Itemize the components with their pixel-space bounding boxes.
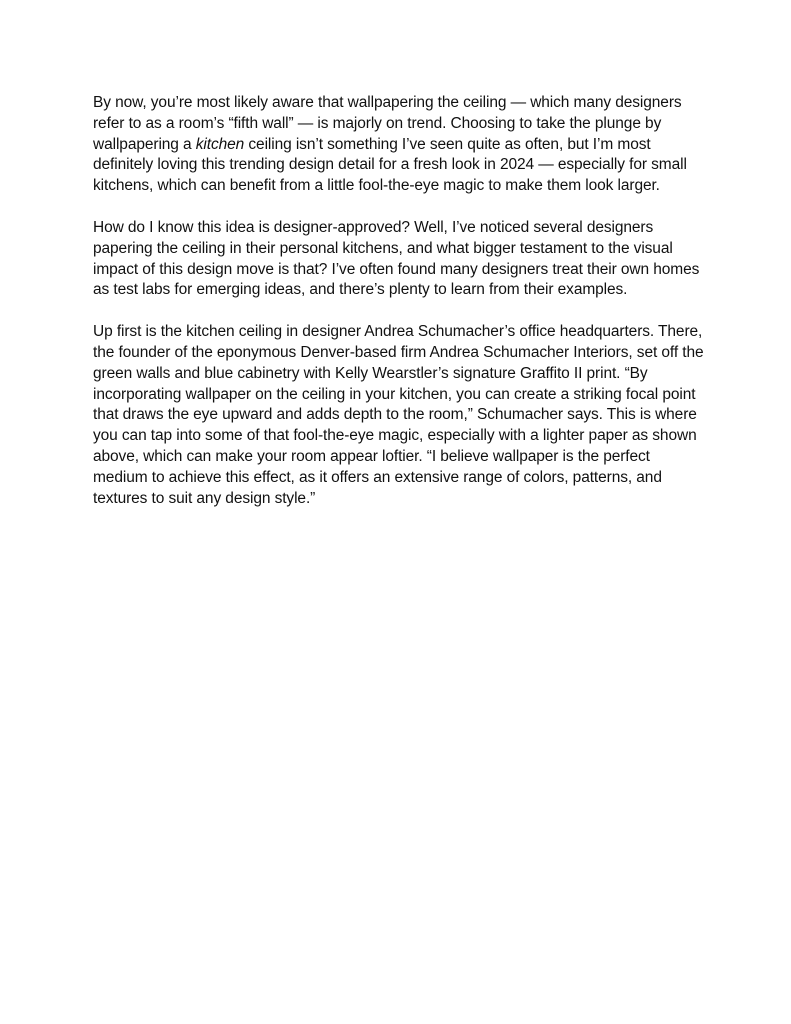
paragraph-1-text-end: ceiling isn’t something I’ve seen quite as often, but I’m most definitely loving this trending design detail for a fresh look in 2024 — especially for small kitchens, which can benefit from a little fool-the-eye magic to make them look larger. <box>93 135 687 195</box>
document-body <box>93 93 705 530</box>
paragraph-2: How do I know this idea is designer-approved? Well, I’ve noticed several designers papering the ceiling in their personal kitchens, and what bigger testament to the visual impact of this design move is that? I’ve often found many designers treat their own homes as test labs for emerging ideas, and there’s plenty to learn from their examples. <box>93 218 700 299</box>
paragraph-1 <box>93 93 705 197</box>
paragraph-3: Up first is the kitchen ceiling in designer Andrea Schumacher’s office headquarters. There, the founder of the eponymous Denver-based firm Andrea Schumacher Interiors, set off the green walls and blue cabinetry with Kelly Wearstler’s signature Graffito II print. “By incorporating wallpaper on the ceiling in your kitchen, you can create a striking focal point that draws the eye upward and adds depth to the room,” Schumacher says. This is where you can tap into some of that fool-the-eye magic, especially with a lighter paper as shown above, which can make your room appear loftier. “I believe wallpaper is the perfect medium to achieve this effect, as it offers an extensive range of colors, patterns, and textures to suit any design style.” <box>93 323 704 507</box>
paragraph-1-text-start: By now, you’re most likely aware that wallpapering the ceiling — which many designers refer to as a room’s “fifth wall” — is majorly on trend. Choosing to take the plunge by wallpapering a <box>93 94 682 153</box>
paragraph-1-emphasis: kitchen <box>195 135 245 153</box>
